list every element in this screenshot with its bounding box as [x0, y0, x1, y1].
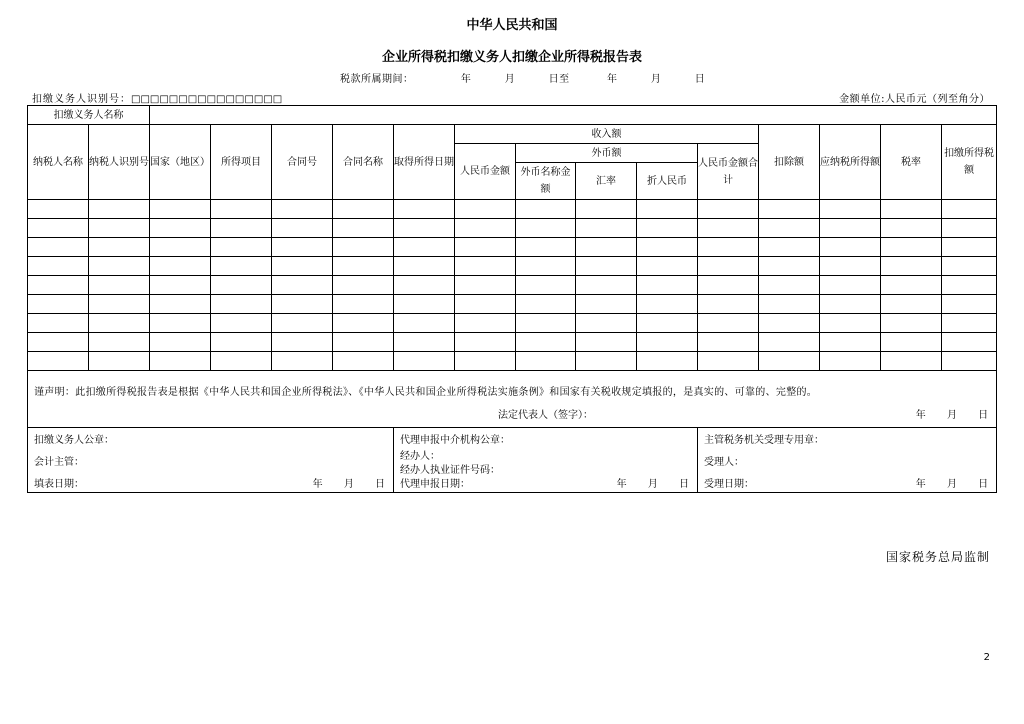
table-cell[interactable]: [28, 257, 89, 276]
table-cell[interactable]: [455, 352, 516, 371]
table-cell[interactable]: [759, 238, 820, 257]
receive-date: 年 月 日: [915, 479, 989, 490]
declaration-section: [28, 371, 997, 428]
table-row: [28, 295, 997, 314]
table-cell[interactable]: [211, 295, 272, 314]
table-cell[interactable]: [942, 219, 997, 238]
table-cell[interactable]: [333, 276, 394, 295]
table-cell[interactable]: [942, 200, 997, 219]
table-cell[interactable]: [28, 314, 89, 333]
table-cell[interactable]: [516, 295, 576, 314]
table-cell[interactable]: [333, 257, 394, 276]
col-rmb-total: 人民币金额合计: [698, 144, 759, 200]
table-cell[interactable]: [333, 295, 394, 314]
table-cell[interactable]: [576, 333, 637, 352]
period-month-end: 月: [650, 74, 662, 85]
col-foreign-name-amount: 外币名称金额: [516, 163, 576, 200]
table-cell[interactable]: [881, 295, 942, 314]
receiver-label: 受理人：: [704, 457, 744, 468]
table-row: [28, 314, 997, 333]
table-cell[interactable]: [516, 238, 576, 257]
table-cell[interactable]: [394, 276, 455, 295]
table-cell[interactable]: [89, 295, 150, 314]
table-cell[interactable]: [820, 238, 881, 257]
table-cell[interactable]: [272, 276, 333, 295]
table-cell[interactable]: [576, 276, 637, 295]
table-cell[interactable]: [516, 352, 576, 371]
table-cell[interactable]: [576, 219, 637, 238]
amount-unit: 金额单位:人民币元（列至角分）: [839, 94, 990, 105]
period-month-start: 月: [504, 74, 516, 85]
table-cell[interactable]: [455, 200, 516, 219]
table-cell[interactable]: [89, 257, 150, 276]
table-cell[interactable]: [759, 219, 820, 238]
legal-rep-label: 法定代表人（签字）：: [498, 410, 593, 421]
table-row: [28, 333, 997, 352]
table-cell[interactable]: [881, 219, 942, 238]
col-rmb-amount: 人民币金额: [455, 144, 516, 200]
table-cell[interactable]: [394, 257, 455, 276]
agent-sign-box[interactable]: [394, 428, 698, 493]
table-cell[interactable]: [28, 276, 89, 295]
table-cell[interactable]: [759, 257, 820, 276]
table-cell[interactable]: [637, 352, 698, 371]
table-cell[interactable]: [211, 333, 272, 352]
table-cell[interactable]: [637, 200, 698, 219]
table-cell[interactable]: [516, 219, 576, 238]
handler-label: 经办人：: [400, 451, 440, 462]
table-cell[interactable]: [637, 333, 698, 352]
table-cell[interactable]: [820, 276, 881, 295]
table-cell[interactable]: [759, 200, 820, 219]
table-cell[interactable]: [150, 200, 211, 219]
table-cell[interactable]: [820, 314, 881, 333]
withholder-id: [32, 90, 282, 105]
col-income-amount: 收入额: [455, 125, 759, 144]
table-cell[interactable]: [211, 314, 272, 333]
fill-date: 年 月 日: [312, 479, 385, 490]
table-cell[interactable]: [28, 333, 89, 352]
table-cell[interactable]: [820, 295, 881, 314]
table-cell[interactable]: [150, 314, 211, 333]
table-cell[interactable]: [881, 276, 942, 295]
table-row: [28, 276, 997, 295]
col-withheld-tax: 扣缴所得税额: [942, 125, 997, 200]
table-cell[interactable]: [272, 219, 333, 238]
table-cell[interactable]: [28, 200, 89, 219]
table-cell[interactable]: [759, 276, 820, 295]
receive-date-label: 受理日期：: [704, 479, 754, 490]
table-cell[interactable]: [516, 257, 576, 276]
table-cell[interactable]: [516, 200, 576, 219]
agent-seal-label: 代理申报中介机构公章：: [400, 435, 510, 446]
table-cell[interactable]: [333, 219, 394, 238]
table-row: [28, 352, 997, 371]
table-cell[interactable]: [942, 314, 997, 333]
table-cell[interactable]: [576, 314, 637, 333]
table-cell[interactable]: [89, 238, 150, 257]
country-heading: 中华人民共和国: [466, 18, 558, 33]
table-cell[interactable]: [455, 219, 516, 238]
table-cell[interactable]: [576, 257, 637, 276]
period-day-end: 日: [694, 74, 706, 85]
table-cell[interactable]: [820, 333, 881, 352]
table-cell[interactable]: [942, 238, 997, 257]
col-foreign-currency: 外币额: [516, 144, 698, 163]
table-cell[interactable]: [89, 200, 150, 219]
col-tax-rate: 税率: [881, 125, 942, 200]
table-cell[interactable]: [455, 333, 516, 352]
table-cell[interactable]: [942, 295, 997, 314]
table-cell[interactable]: [28, 352, 89, 371]
col-income-item: 所得项目: [211, 125, 272, 200]
table-cell[interactable]: [759, 333, 820, 352]
table-row: [28, 238, 997, 257]
col-contract-name: 合同名称: [333, 125, 394, 200]
table-cell[interactable]: [881, 352, 942, 371]
table-cell[interactable]: [89, 314, 150, 333]
table-cell[interactable]: [942, 257, 997, 276]
table-cell[interactable]: [150, 295, 211, 314]
period-year-end: 年: [607, 74, 618, 85]
withholder-name-field[interactable]: [150, 106, 997, 125]
agent-date: 年 月 日: [616, 479, 689, 490]
agent-date-label: 代理申报日期：: [400, 479, 470, 490]
table-cell[interactable]: [820, 200, 881, 219]
table-row: [28, 257, 997, 276]
table-cell[interactable]: [394, 314, 455, 333]
legal-rep-date: 年 月 日: [915, 410, 989, 421]
table-cell[interactable]: [150, 276, 211, 295]
table-cell[interactable]: [455, 295, 516, 314]
table-cell[interactable]: [394, 352, 455, 371]
table-cell[interactable]: [516, 314, 576, 333]
table-cell[interactable]: [455, 276, 516, 295]
table-cell[interactable]: [942, 333, 997, 352]
table-cell[interactable]: [698, 314, 759, 333]
table-row: [28, 219, 997, 238]
table-cell[interactable]: [211, 352, 272, 371]
accounting-supervisor-label: 会计主管：: [34, 457, 84, 468]
col-converted-rmb: 折人民币: [637, 163, 698, 200]
table-cell[interactable]: [150, 219, 211, 238]
table-cell[interactable]: [881, 314, 942, 333]
declaration-text: 谨声明：此扣缴所得税报告表是根据《中华人民共和国企业所得税法》、《中华人民共和国企业所得税法实施条例》和国家有关税收规定填报的，是真实的、可靠的、完整的。: [34, 387, 818, 398]
withholder-id-boxes[interactable]: □□□□□□□□□□□□□□□□: [131, 94, 283, 105]
col-income-date: 取得所得日期: [394, 125, 455, 200]
table-cell[interactable]: [28, 219, 89, 238]
table-cell[interactable]: [333, 200, 394, 219]
table-cell[interactable]: [759, 314, 820, 333]
table-cell[interactable]: [28, 295, 89, 314]
col-taxpayer-id: 纳税人识别号: [89, 125, 150, 200]
table-cell[interactable]: [211, 200, 272, 219]
period-day-start: 日至: [548, 74, 570, 85]
withholding-report-table: [27, 105, 997, 493]
table-cell[interactable]: [637, 314, 698, 333]
table-cell[interactable]: [698, 200, 759, 219]
table-cell[interactable]: [759, 295, 820, 314]
withholder-id-label: 扣缴义务人识别号：: [32, 94, 131, 105]
table-cell[interactable]: [211, 276, 272, 295]
table-cell[interactable]: [89, 276, 150, 295]
table-cell[interactable]: [333, 352, 394, 371]
table-cell[interactable]: [150, 257, 211, 276]
table-cell[interactable]: [516, 276, 576, 295]
table-cell[interactable]: [89, 352, 150, 371]
table-cell[interactable]: [455, 238, 516, 257]
col-taxpayer-name: 纳税人名称: [28, 125, 89, 200]
table-cell[interactable]: [881, 257, 942, 276]
table-cell[interactable]: [272, 200, 333, 219]
table-cell[interactable]: [698, 219, 759, 238]
table-cell[interactable]: [211, 238, 272, 257]
tax-authority-box[interactable]: [698, 428, 997, 493]
table-cell[interactable]: [820, 219, 881, 238]
table-cell[interactable]: [820, 257, 881, 276]
handler-cert-label: 经办人执业证件号码：: [400, 465, 500, 476]
table-cell[interactable]: [637, 219, 698, 238]
fill-date-label: 填表日期：: [34, 479, 84, 490]
table-row: [28, 200, 997, 219]
table-cell[interactable]: [28, 238, 89, 257]
table-cell[interactable]: [272, 238, 333, 257]
table-cell[interactable]: [698, 295, 759, 314]
form-title: 企业所得税扣缴义务人扣缴企业所得税报告表: [381, 50, 642, 65]
col-taxable-income: 应纳税所得额: [820, 125, 881, 200]
table-cell[interactable]: [394, 200, 455, 219]
table-cell[interactable]: [698, 276, 759, 295]
table-cell[interactable]: [272, 352, 333, 371]
table-cell[interactable]: [576, 295, 637, 314]
table-cell[interactable]: [637, 295, 698, 314]
col-deduction: 扣除额: [759, 125, 820, 200]
page-number: 2: [983, 652, 990, 663]
table-cell[interactable]: [881, 238, 942, 257]
col-country: 国家（地区）: [150, 125, 211, 200]
table-cell[interactable]: [333, 238, 394, 257]
table-cell[interactable]: [516, 333, 576, 352]
tax-period: [340, 70, 705, 85]
table-cell[interactable]: [698, 238, 759, 257]
table-cell[interactable]: [637, 257, 698, 276]
table-cell[interactable]: [576, 352, 637, 371]
table-cell[interactable]: [576, 200, 637, 219]
table-cell[interactable]: [272, 333, 333, 352]
table-cell[interactable]: [394, 238, 455, 257]
withholder-name-label: 扣缴义务人名称: [28, 106, 150, 125]
period-label: 税款所属期间：: [340, 74, 414, 85]
table-cell[interactable]: [759, 352, 820, 371]
table-cell[interactable]: [881, 333, 942, 352]
table-cell[interactable]: [150, 333, 211, 352]
table-cell[interactable]: [881, 200, 942, 219]
table-cell[interactable]: [576, 238, 637, 257]
table-cell[interactable]: [150, 352, 211, 371]
table-cell[interactable]: [333, 314, 394, 333]
tax-authority-seal-label: 主管税务机关受理专用章：: [704, 435, 824, 446]
table-cell[interactable]: [150, 238, 211, 257]
col-exchange-rate: 汇率: [576, 163, 637, 200]
col-contract-no: 合同号: [272, 125, 333, 200]
table-cell[interactable]: [637, 276, 698, 295]
table-cell[interactable]: [394, 333, 455, 352]
table-cell[interactable]: [333, 333, 394, 352]
table-cell[interactable]: [211, 257, 272, 276]
table-cell[interactable]: [89, 333, 150, 352]
table-cell[interactable]: [698, 333, 759, 352]
table-cell[interactable]: [820, 352, 881, 371]
table-cell[interactable]: [942, 276, 997, 295]
period-year-start: 年: [460, 74, 472, 85]
table-cell[interactable]: [394, 219, 455, 238]
table-cell[interactable]: [272, 257, 333, 276]
issuer-footer: 国家税务总局监制: [885, 550, 990, 564]
table-cell[interactable]: [698, 352, 759, 371]
withholder-sign-box[interactable]: [28, 428, 394, 493]
table-cell[interactable]: [394, 295, 455, 314]
table-cell[interactable]: [942, 352, 997, 371]
table-cell[interactable]: [272, 314, 333, 333]
table-cell[interactable]: [455, 314, 516, 333]
withholder-seal-label: 扣缴义务人公章：: [34, 435, 114, 446]
table-cell[interactable]: [211, 219, 272, 238]
table-cell[interactable]: [89, 219, 150, 238]
table-cell[interactable]: [637, 238, 698, 257]
table-cell[interactable]: [455, 257, 516, 276]
table-cell[interactable]: [272, 295, 333, 314]
table-cell[interactable]: [698, 257, 759, 276]
